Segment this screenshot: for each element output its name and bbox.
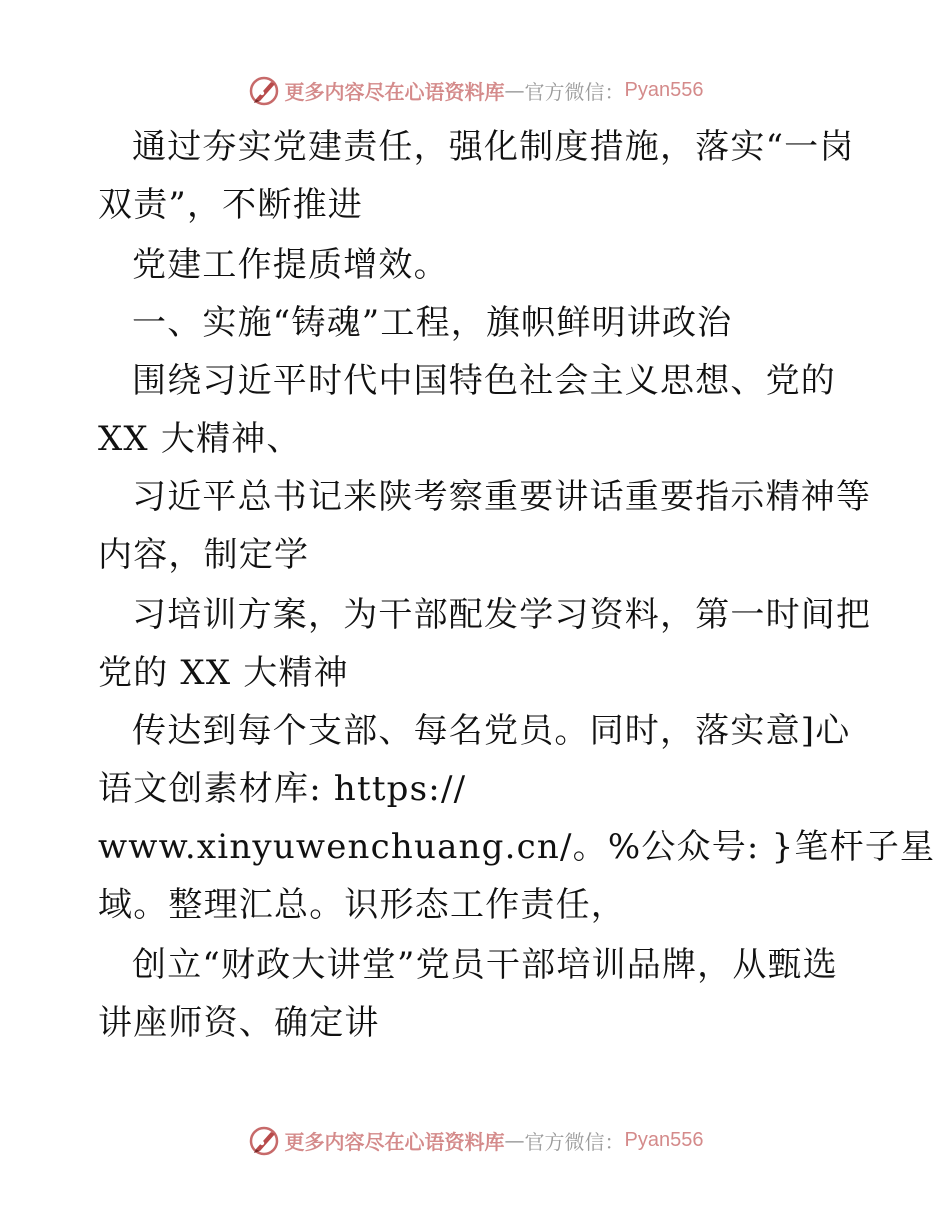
paragraph-line: XX 大精神、 bbox=[98, 419, 302, 459]
watermark-wechat-id: Pyan556 bbox=[624, 78, 704, 101]
paragraph-line: 内容，制定学 bbox=[98, 535, 310, 575]
paragraph-line: 党的 XX 大精神 bbox=[98, 653, 349, 693]
watermark-wechat-id: Pyan556 bbox=[624, 1128, 704, 1151]
paragraph-line: www.xinyuwenchuang.cn/。%公众号: }笔杆子星 bbox=[98, 827, 936, 867]
watermark-dash: — bbox=[504, 1128, 525, 1152]
paragraph-line: 双责”，不断推进 bbox=[98, 185, 363, 225]
paragraph-line: 传达到每个支部、每名党员。同时，落实意]心 bbox=[132, 711, 851, 751]
watermark-text: 更多内容尽在心语资料库 bbox=[284, 1129, 505, 1154]
paragraph-line: 通过夯实党建责任，强化制度措施，落实“一岗 bbox=[132, 127, 855, 167]
section-heading: 一、实施“铸魂”工程，旗帜鲜明讲政治 bbox=[132, 303, 733, 343]
watermark-wechat-label: 官方微信： bbox=[524, 79, 625, 104]
paragraph-line: 习培训方案，为干部配发学习资料，第一时间把 bbox=[132, 595, 872, 635]
footer-watermark bbox=[0, 1120, 950, 1160]
paragraph-line: 创立“财政大讲堂”党员干部培训品牌，从甄选 bbox=[132, 945, 838, 985]
watermark-dash: — bbox=[504, 78, 525, 102]
pen-logo-icon bbox=[247, 1123, 281, 1157]
watermark-wechat-label: 官方微信： bbox=[524, 1129, 625, 1154]
paragraph-line: 域。整理汇总。识形态工作责任， bbox=[98, 885, 626, 925]
watermark-text: 更多内容尽在心语资料库 bbox=[284, 79, 505, 104]
paragraph-line: 讲座师资、确定讲 bbox=[98, 1003, 380, 1043]
paragraph-line: 党建工作提质增效。 bbox=[132, 245, 449, 285]
pen-logo-icon bbox=[247, 73, 281, 107]
paragraph-line: 语文创素材库: https:// bbox=[98, 769, 467, 809]
header-watermark bbox=[0, 70, 950, 110]
paragraph-line: 习近平总书记来陕考察重要讲话重要指示精神等 bbox=[132, 477, 872, 517]
paragraph-line: 围绕习近平时代中国特色社会主义思想、党的 bbox=[132, 361, 836, 401]
